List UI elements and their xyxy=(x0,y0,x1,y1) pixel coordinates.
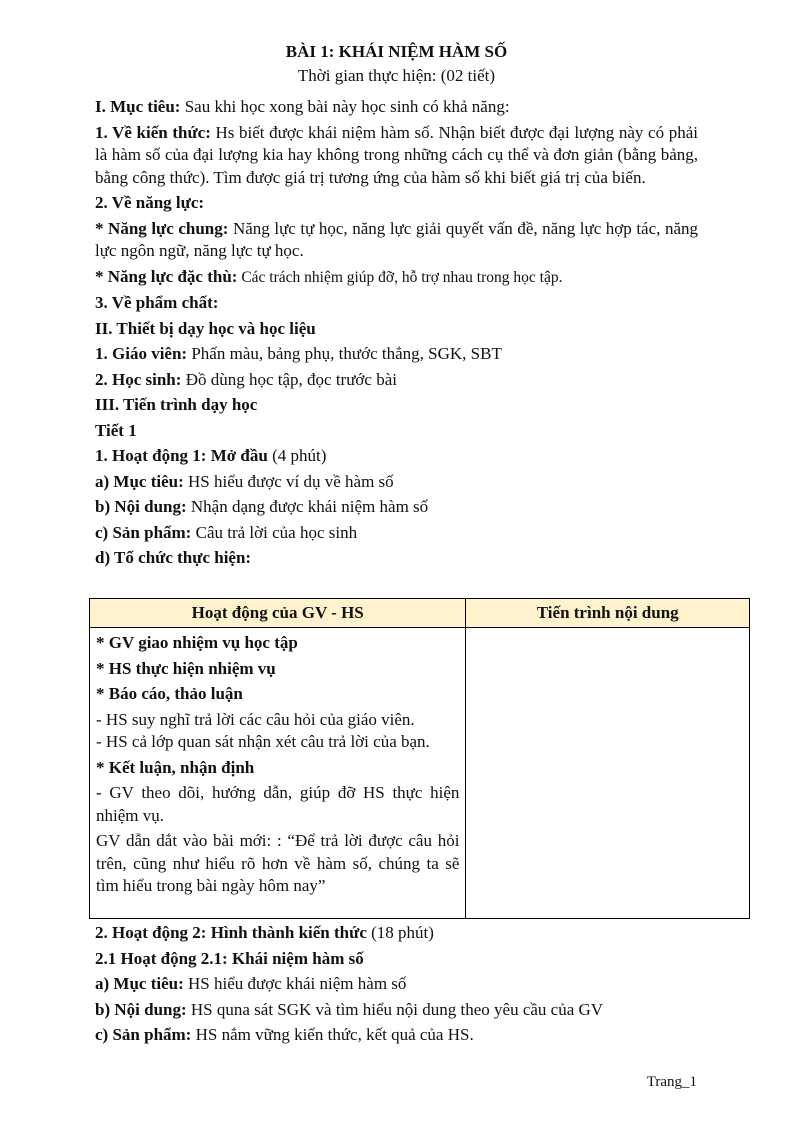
step-perform: * HS thực hiện nhiệm vụ xyxy=(96,658,276,678)
general-competence: * Năng lực chung: Năng lực tự học, năng lực giải quyết vấn đề, năng lực hợp tác, năng lực ngôn ngữ, năng lực tự học. xyxy=(95,218,698,260)
conclude-line-1: - GV theo dõi, hướng dẫn, giúp đỡ HS thực hiện nhiệm vụ. xyxy=(96,783,460,825)
content-cell xyxy=(466,628,750,919)
period-label: Tiết 1 xyxy=(95,420,137,440)
teacher-equipment: 1. Giáo viên: Phấn màu, bảng phụ, thước thẳng, SGK, SBT xyxy=(95,344,502,363)
process-heading: III. Tiến trình dạy học xyxy=(95,395,258,414)
activity1-organization: d) Tổ chức thực hiện: xyxy=(95,548,252,567)
activity1-product: c) Sản phẩm: Câu trả lời của học sinh xyxy=(95,522,358,542)
conclude-line-2: GV dẫn dắt vào bài mới: : “Để trả lời được câu hỏi trên, cũng như hiểu rõ hơn về hàm số, chúng ta sẽ tìm hiểu trong bài ngày hôm nay” xyxy=(96,831,460,895)
activity2-product: c) Sản phẩm: HS nắm vững kiến thức, kết quả của HS. xyxy=(95,1025,474,1044)
page-number: Trang_1 xyxy=(646,1074,697,1090)
table-header-activity: Hoạt động của GV - HS xyxy=(90,599,466,628)
activity1-content: b) Nội dung: Nhận dạng được khái niệm hàm số xyxy=(95,497,429,516)
step-conclude: * Kết luận, nhận định xyxy=(96,757,255,777)
objectives-heading: I. Mục tiêu: xyxy=(95,97,181,116)
table-header-row xyxy=(90,599,750,628)
step-report: * Báo cáo, thảo luận xyxy=(96,684,243,703)
knowledge-heading: 1. Về kiến thức: xyxy=(95,122,211,142)
activity2-goal: a) Mục tiêu: HS hiểu được khái niệm hàm số xyxy=(95,974,407,993)
quality-heading: 3. Về phẩm chất: xyxy=(95,293,219,312)
student-equipment: 2. Học sinh: Đồ dùng học tập, đọc trước bài xyxy=(95,369,397,389)
competence-heading: 2. Về năng lực: xyxy=(95,193,205,212)
table-header-content: Tiến trình nội dung xyxy=(466,599,750,628)
lesson-title: BÀI 1: KHÁI NIỆM HÀM SỐ xyxy=(285,42,508,61)
lesson-plan-page xyxy=(95,40,698,570)
objectives-intro: I. Mục tiêu: Sau khi học xong bài này học sinh có khả năng: xyxy=(95,97,510,116)
activity2-heading: 2. Hoạt động 2: Hình thành kiến thức (18 phút) xyxy=(95,923,434,942)
specific-competence: * Năng lực đặc thù: Các trách nhiệm giúp đỡ, hỗ trợ nhau trong học tập. xyxy=(95,266,563,286)
activity1-heading: 1. Hoạt động 1: Mở đầu (4 phút) xyxy=(95,446,327,465)
report-line-1: - HS suy nghĩ trả lời các câu hỏi của giáo viên. xyxy=(96,709,415,729)
activity-cell xyxy=(90,628,466,919)
report-line-2: - HS cả lớp quan sát nhận xét câu trả lời của bạn. xyxy=(96,732,430,751)
activity2-sub-heading: 2.1 Hoạt động 2.1: Khái niệm hàm số xyxy=(95,948,364,968)
step-assign: * GV giao nhiệm vụ học tập xyxy=(96,633,298,652)
activity-table xyxy=(89,598,750,919)
activity2-section xyxy=(95,922,698,1047)
activity2-content: b) Nội dung: HS quna sát SGK và tìm hiểu nội dung theo yêu cầu của GV xyxy=(95,999,604,1019)
knowledge-paragraph: 1. Về kiến thức: Hs biết được khái niệm hàm số. Nhận biết được đại lượng này có phải là hàm số của đại lượng kia hay không trong những cách cụ thể và đơn giản (bằng bảng, bằng công thức). Tìm được giá trị tương ứng của hàm số khi biết giá trị của biến. xyxy=(95,122,698,187)
table-row xyxy=(90,628,750,919)
activity1-goal: a) Mục tiêu: HS hiểu được ví dụ về hàm số xyxy=(95,471,394,491)
equipment-heading: II. Thiết bị dạy học và học liệu xyxy=(95,318,316,338)
lesson-duration: Thời gian thực hiện: (02 tiết) xyxy=(297,66,496,85)
